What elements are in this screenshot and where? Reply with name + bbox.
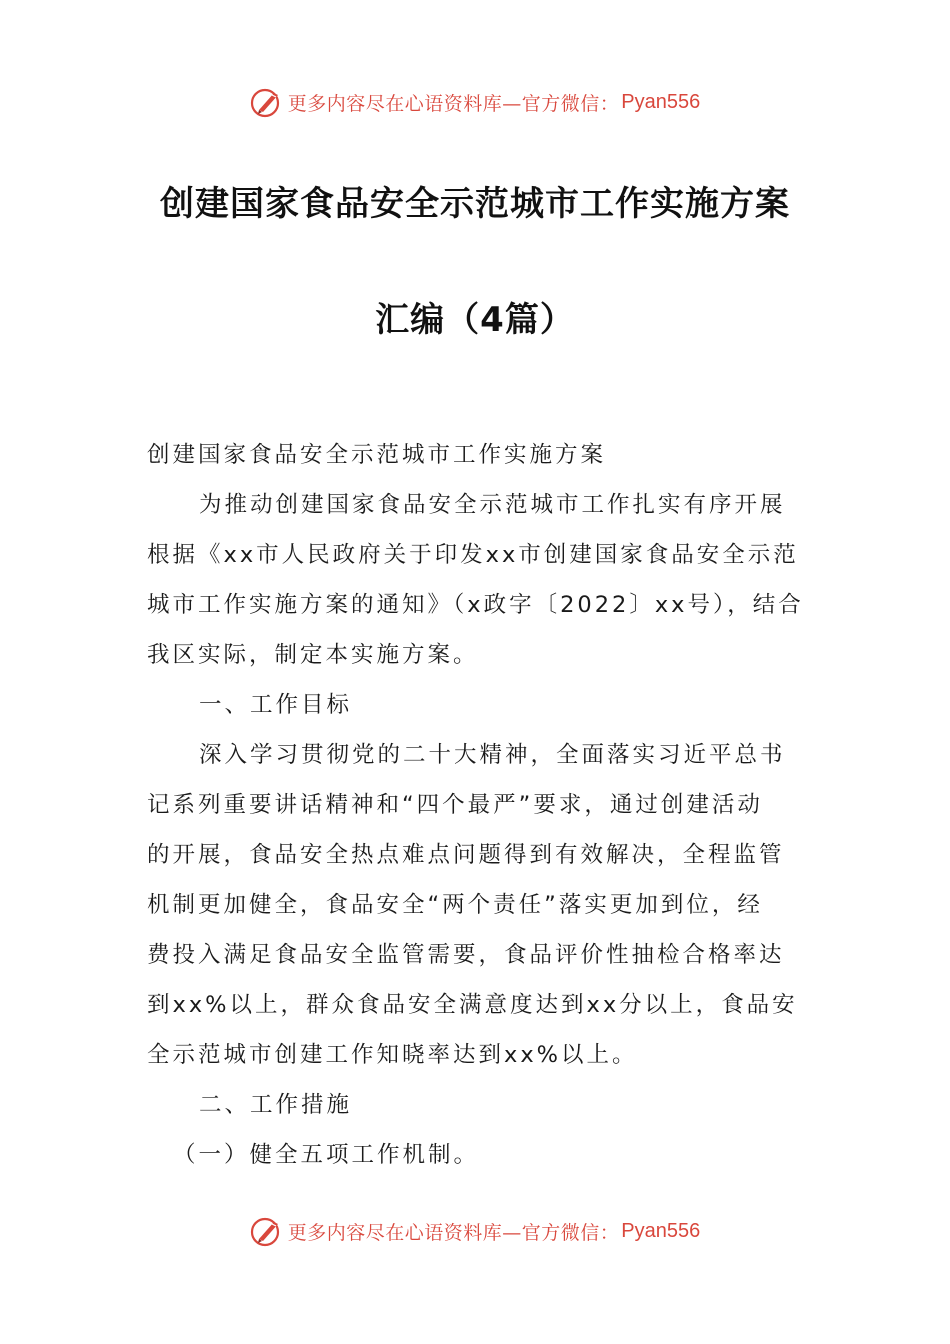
watermark-text: 更多内容尽在心语资料库—官方微信： [287, 92, 620, 115]
intro-line: 根据《xx市人民政府关于印发xx市创建国家食品安全示范 [147, 542, 799, 568]
intro-line: 我区实际，制定本实施方案。 [147, 642, 479, 668]
watermark-text: 更多内容尽在心语资料库—官方微信： [287, 1221, 620, 1244]
section-1-line: 全示范城市创建工作知晓率达到xx%以上。 [147, 1042, 638, 1068]
intro-line: 为推动创建国家食品安全示范城市工作扎实有序开展 [199, 492, 786, 518]
section-1-line: 机制更加健全，食品安全“两个责任”落实更加到位，经 [147, 892, 763, 918]
section-1-line: 费投入满足食品安全监管需要，食品评价性抽检合格率达 [147, 942, 785, 968]
intro-line: 城市工作实施方案的通知》（x政字〔2022〕xx号），结合 [147, 592, 804, 618]
section-1-line: 记系列重要讲话精神和“四个最严”要求，通过创建活动 [147, 792, 763, 818]
pen-circle-icon [250, 85, 284, 119]
intro-paragraph [147, 480, 807, 680]
header-watermark [0, 80, 950, 124]
watermark-wechat-id: Pyan556 [621, 90, 701, 113]
section-1-line: 的开展，食品安全热点难点问题得到有效解决，全程监管 [147, 842, 785, 868]
section-1-line: 深入学习贯彻党的二十大精神，全面落实习近平总书 [199, 742, 786, 768]
document-subtitle: 创建国家食品安全示范城市工作实施方案 [147, 442, 607, 468]
document-title-line-2: 汇编（4篇） [375, 300, 575, 340]
section-1-line: 到xx%以上，群众食品安全满意度达到xx分以上，食品安 [147, 992, 798, 1018]
section-1-paragraph [147, 730, 807, 1080]
pen-circle-icon [250, 1214, 284, 1248]
footer-watermark [0, 1209, 950, 1253]
section-2-subheading: （一）健全五项工作机制。 [173, 1142, 480, 1168]
section-2-heading: 二、工作措施 [199, 1092, 353, 1118]
document-title-line-1: 创建国家食品安全示范城市工作实施方案 [160, 184, 790, 224]
section-1-heading: 一、工作目标 [199, 692, 353, 718]
watermark-wechat-id: Pyan556 [621, 1219, 701, 1242]
